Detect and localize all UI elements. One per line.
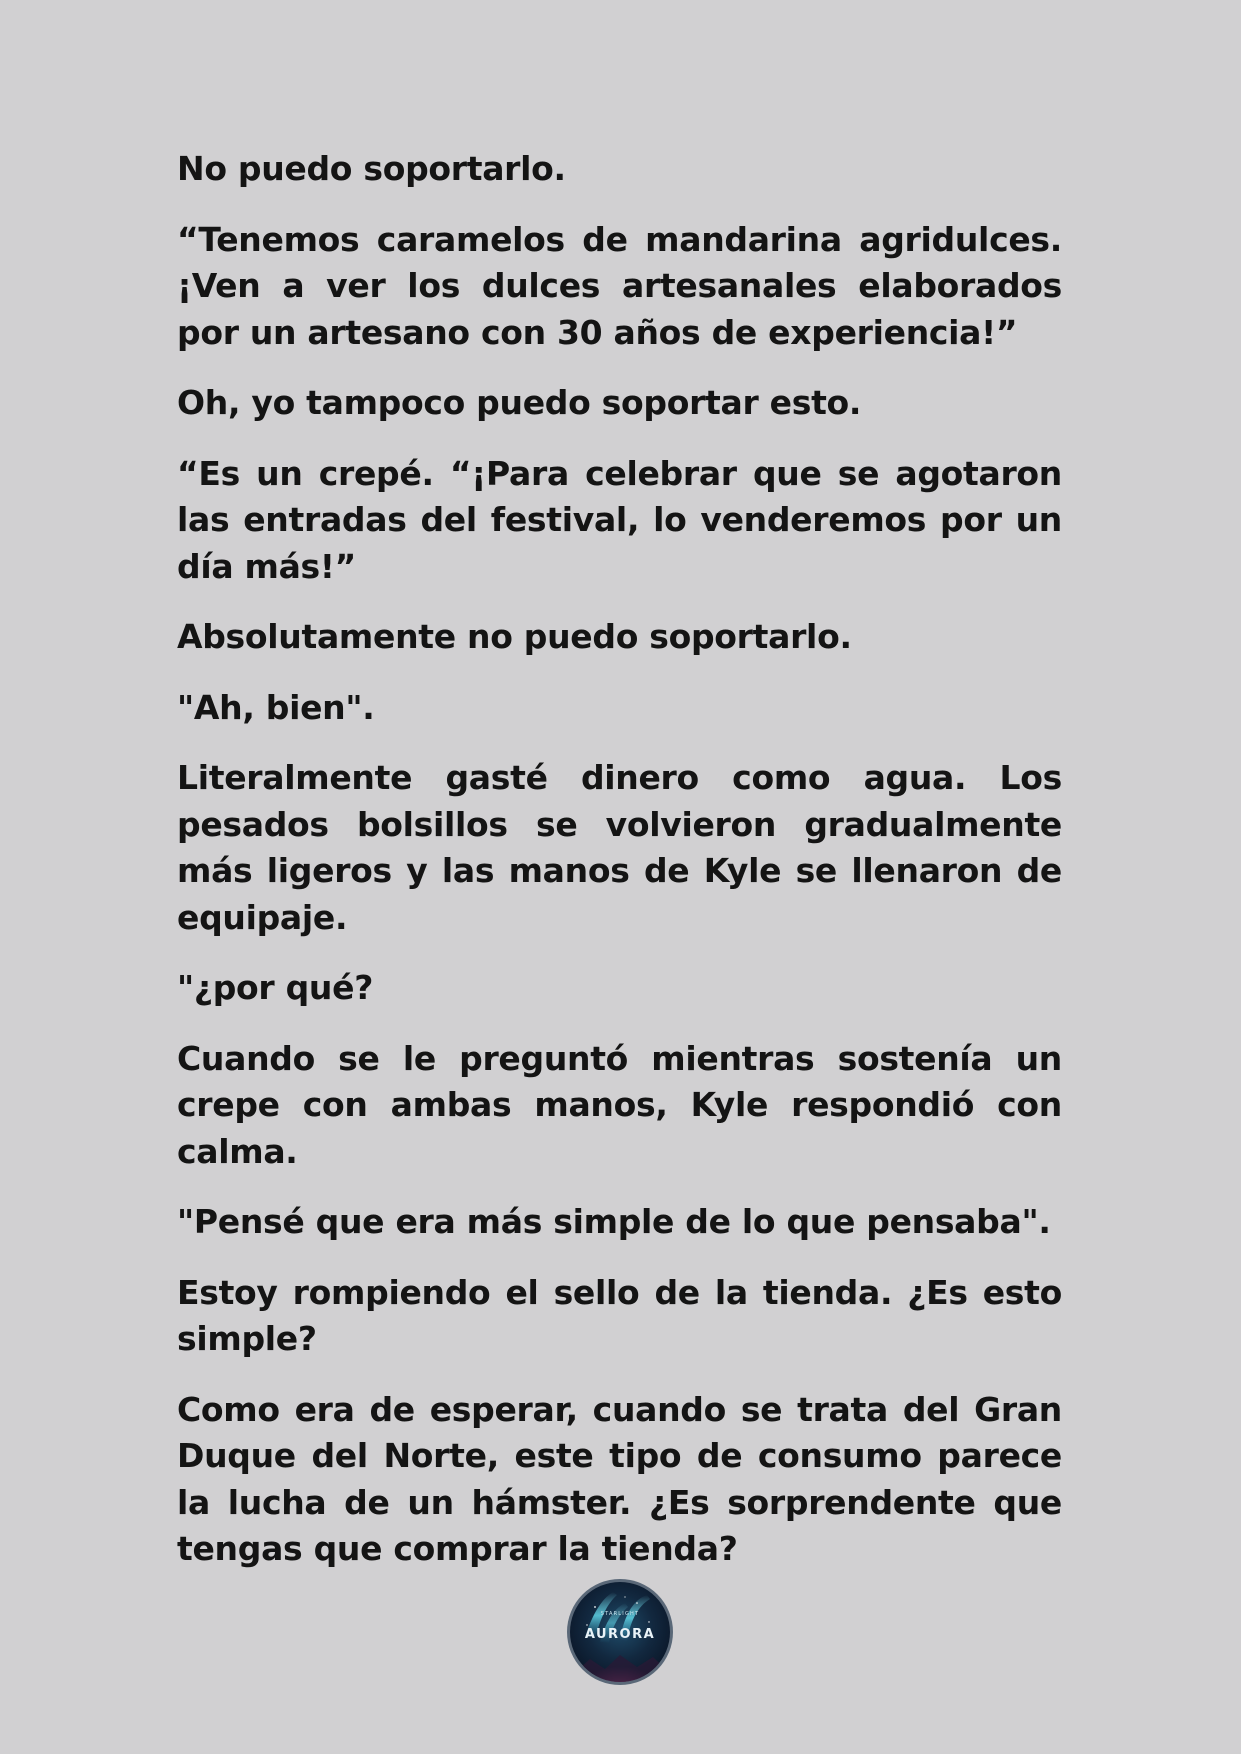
- paragraph-6: "Ah, bien".: [177, 687, 375, 727]
- paragraph-11: Estoy rompiendo el sello de la tienda. ¿Es esto simple?: [177, 1272, 1062, 1358]
- paragraph-12: Como era de esperar, cuando se trata del Gran Duque del Norte, este tipo de consumo parece la lucha de un hámster. ¿Es sorprendente que tengas que comprar la tienda?: [177, 1389, 1062, 1568]
- aurora-logo-graphic: [565, 1577, 675, 1687]
- paragraph-10: "Pensé que era más simple de lo que pensaba".: [177, 1202, 1051, 1241]
- paragraph-5: Absolutamente no puedo soportarlo.: [177, 617, 852, 656]
- aurora-logo-icon: [565, 1577, 675, 1687]
- paragraph-7: Literalmente gasté dinero como agua. Los pesados bolsillos se volvieron gradualmente más ligeros y las manos de Kyle se llenaron de equipaje.: [177, 758, 1062, 937]
- paragraph-4: “Es un crepé. “¡Para celebrar que se agotaron las entradas del festival, lo venderemos por un día más!”: [177, 453, 1062, 586]
- paragraph-3: Oh, yo tampoco puedo soportar esto.: [177, 383, 862, 422]
- paragraph-2: “Tenemos caramelos de mandarina agridulces. ¡Ven a ver los dulces artesanales elaborados por un artesano con 30 años de experiencia!”: [177, 219, 1062, 352]
- page-body: [177, 146, 1062, 1597]
- paragraph-8: "¿por qué?: [177, 968, 374, 1007]
- logo-top-text: STARLIGHT: [600, 1611, 640, 1617]
- logo-main-text: AURORA: [584, 1627, 656, 1642]
- paragraph-9: Cuando se le preguntó mientras sostenía un crepe con ambas manos, Kyle respondió con calma.: [177, 1038, 1062, 1171]
- paragraph-1: No puedo soportarlo.: [177, 149, 566, 188]
